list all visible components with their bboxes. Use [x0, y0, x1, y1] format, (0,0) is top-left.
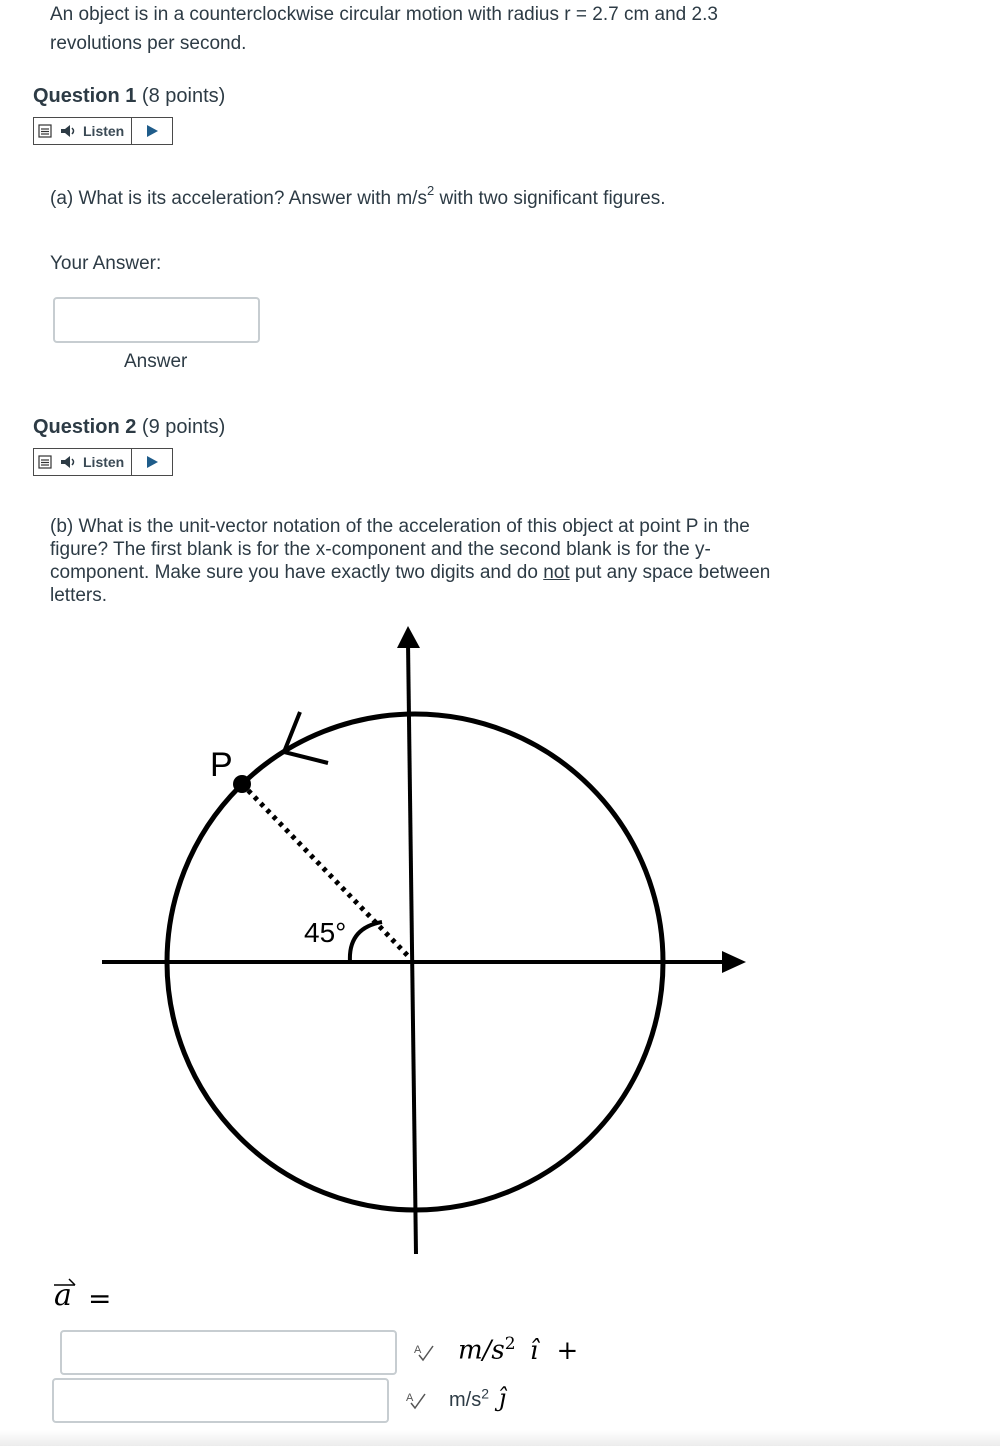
angle-label: 45°: [304, 917, 347, 948]
question-1-text-main: (a) What is its acceleration? Answer with m/s: [50, 188, 427, 209]
listen-widget-q2: [33, 448, 173, 476]
spellcheck-icon[interactable]: [405, 1390, 427, 1415]
question-2-text-underlined: not: [543, 562, 570, 583]
x-unit-sup: 2: [504, 1334, 516, 1354]
reader-menu-icon[interactable]: [34, 449, 56, 475]
x-unit-main: m/s: [458, 1335, 505, 1366]
equals-sign: =: [88, 1282, 112, 1315]
question-2-points: (9 points): [141, 416, 226, 438]
question-2-text-main: (b) What is the unit-vector notation of the acceleration of this object at point P in the figure? The first blank is for the x-component and the second blank is for the y-component. Make sure you have exactly two digits and do: [50, 516, 750, 583]
x-unit-label: [458, 1334, 578, 1366]
question-1-title: Question 1: [33, 85, 137, 107]
play-button[interactable]: [132, 449, 172, 475]
listen-widget-q1: [33, 117, 173, 145]
point-p-marker: [233, 775, 251, 793]
question-1-text: [50, 183, 666, 210]
svg-text:A: A: [414, 1344, 422, 1356]
your-answer-label: Your Answer:: [50, 253, 162, 274]
y-component-input[interactable]: [52, 1378, 389, 1423]
question-2-text-tail: put any space between letters.: [50, 562, 771, 606]
vector-arrow-icon: [52, 1276, 78, 1288]
answer-input-q1[interactable]: [53, 297, 260, 343]
y-unit-label: [449, 1384, 506, 1412]
vector-a-letter: a: [54, 1278, 72, 1313]
listen-label: Listen: [83, 454, 125, 470]
point-p-label: P: [210, 746, 233, 784]
y-unit-main: m/s: [449, 1389, 482, 1411]
y-unit-vector: ĵ: [498, 1384, 507, 1412]
play-icon: [145, 124, 159, 138]
y-axis: [408, 642, 416, 1254]
vector-a-symbol: [54, 1278, 72, 1313]
y-axis-arrow-icon: [397, 626, 420, 648]
circle-motion-figure: [0, 600, 1000, 1260]
question-1-text-tail: with two significant figures.: [434, 188, 666, 209]
question-2-title: Question 2: [33, 416, 137, 438]
play-icon: [145, 455, 159, 469]
page-bottom-edge: [0, 1430, 1000, 1446]
speaker-icon: [60, 455, 78, 469]
listen-button[interactable]: [56, 449, 132, 475]
question-2-heading: [33, 416, 225, 439]
question-2-text: [50, 515, 810, 607]
question-1-text-sup: 2: [426, 183, 435, 198]
listen-button[interactable]: [56, 118, 132, 144]
play-button[interactable]: [132, 118, 172, 144]
x-unit-vector: î: [529, 1335, 539, 1366]
speaker-icon: [60, 124, 78, 138]
angle-arc: [350, 922, 382, 962]
answer-caption: Answer: [124, 351, 188, 372]
plus-sign: +: [556, 1335, 579, 1366]
problem-intro: An object is in a counterclockwise circular motion with radius r = 2.7 cm and 2.3 revolutions per second.: [50, 4, 718, 54]
reader-menu-icon[interactable]: [34, 118, 56, 144]
spellcheck-icon[interactable]: [413, 1342, 435, 1367]
question-1-heading: [33, 85, 225, 108]
svg-text:A: A: [406, 1392, 414, 1404]
x-axis-arrow-icon: [722, 951, 746, 973]
y-unit-sup: 2: [481, 1385, 490, 1402]
listen-label: Listen: [83, 123, 125, 139]
question-1-points: (8 points): [141, 85, 226, 107]
x-component-input[interactable]: [60, 1330, 397, 1375]
